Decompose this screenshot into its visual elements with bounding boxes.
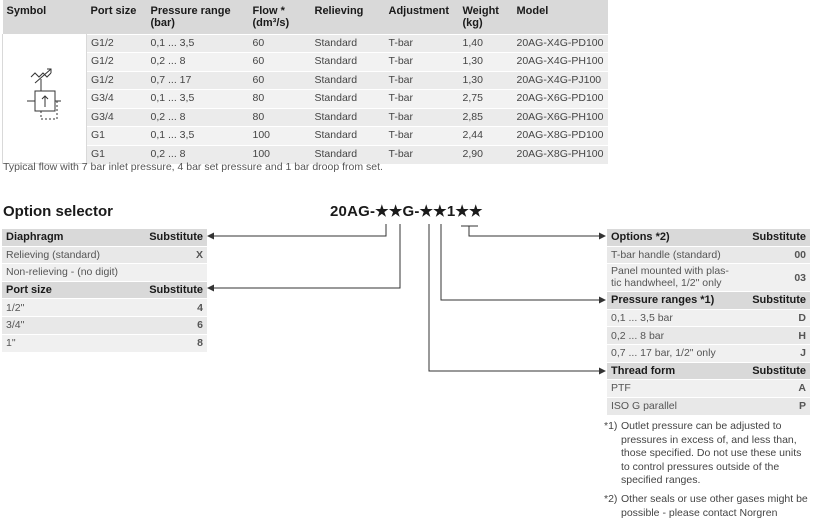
cell-weight: 1,30 (459, 53, 513, 72)
cell-model: 20AG-X4G-PH100 (513, 53, 608, 72)
option-selector-title: Option selector (3, 203, 114, 220)
col-header-model: Model (513, 0, 608, 34)
connector-port-size (212, 224, 400, 288)
cell-port: G1/2 (87, 71, 147, 90)
cell-weight: 2,85 (459, 108, 513, 127)
substitute-header: Substitute (142, 281, 207, 299)
cell-flow: 100 (249, 146, 311, 164)
footnote-1 (604, 420, 812, 488)
footnote-text: Other seals or use other gases might be possible - please contact Norgren (621, 493, 808, 519)
cell-weight: 2,90 (459, 146, 513, 164)
option-code: X (142, 246, 207, 264)
col-header-weight: Weight (kg) (459, 0, 513, 34)
option-label: Relieving (standard) (2, 246, 142, 264)
cell-relieving: Standard (311, 127, 385, 146)
cell-range: 0,2 ... 8 (147, 108, 249, 127)
cell-range: 0,2 ... 8 (147, 146, 249, 164)
option-label: 3/4" (2, 316, 142, 334)
cell-range: 0,1 ... 3,5 (147, 34, 249, 53)
cell-port: G1/2 (87, 34, 147, 53)
cell-adjustment: T-bar (385, 34, 459, 53)
option-code: P (747, 397, 810, 415)
connector-diaphragm (212, 224, 386, 236)
cell-relieving: Standard (311, 34, 385, 53)
option-label: T-bar handle (standard) (607, 246, 747, 264)
substitute-header: Substitute (747, 229, 810, 247)
option-code: 00 (747, 246, 810, 264)
cell-weight: 1,30 (459, 71, 513, 90)
options-header: Options *2) (607, 229, 747, 247)
cell-relieving: Standard (311, 108, 385, 127)
footnote-mark: *1) (604, 420, 618, 432)
arrow-right-icon (599, 233, 606, 240)
substitute-header: Substitute (142, 229, 207, 247)
option-label: 0,1 ... 3,5 bar (607, 309, 747, 327)
option-label: 0,7 ... 17 bar, 1/2" only (607, 344, 747, 362)
substitute-header: Substitute (747, 362, 810, 380)
cell-flow: 80 (249, 108, 311, 127)
cell-model: 20AG-X4G-PD100 (513, 34, 608, 53)
option-code: H (747, 327, 810, 345)
cell-adjustment: T-bar (385, 127, 459, 146)
footnote-2 (604, 493, 812, 520)
option-label: ISO G parallel (607, 397, 747, 415)
substitute-header: Substitute (747, 292, 810, 310)
cell-port: G1 (87, 146, 147, 164)
port-size-header: Port size (2, 281, 142, 299)
cell-port: G3/4 (87, 90, 147, 109)
cell-relieving: Standard (311, 90, 385, 109)
cell-flow: 100 (249, 127, 311, 146)
cell-model: 20AG-X6G-PD100 (513, 90, 608, 109)
option-label-line1: Panel mounted with plas- (611, 265, 729, 278)
option-label-line2: tic handwheel, 1/2" only (611, 276, 722, 289)
cell-range: 0,2 ... 8 (147, 53, 249, 72)
cell-weight: 1,40 (459, 34, 513, 53)
cell-range: 0,1 ... 3,5 (147, 90, 249, 109)
col-header-flow: Flow * (dm³/s) (249, 0, 311, 34)
footnote-text: Outlet pressure can be adjusted to pressures in excess of, and less than, those specified. Do not use these units to control pressures outside of the specified ranges. (621, 420, 802, 486)
cell-port: G1 (87, 127, 147, 146)
cell-adjustment: T-bar (385, 146, 459, 164)
cell-adjustment: T-bar (385, 53, 459, 72)
option-code: 8 (142, 334, 207, 352)
arrow-right-icon (599, 297, 606, 304)
cell-model: 20AG-X4G-PJ100 (513, 71, 608, 90)
diaphragm-header: Diaphragm (2, 229, 142, 247)
cell-relieving: Standard (311, 71, 385, 90)
cell-adjustment: T-bar (385, 90, 459, 109)
cell-relieving: Standard (311, 146, 385, 164)
cell-port: G3/4 (87, 108, 147, 127)
pressure-ranges-header: Pressure ranges *1) (607, 292, 747, 310)
model-code: 20AG-★★G-★★1★★ (330, 203, 483, 220)
connector-pressure-range (441, 224, 602, 300)
col-header-adjustment: Adjustment (385, 0, 459, 34)
cell-model: 20AG-X8G-PD100 (513, 127, 608, 146)
cell-model: 20AG-X6G-PH100 (513, 108, 608, 127)
cell-flow: 60 (249, 34, 311, 53)
cell-model: 20AG-X8G-PH100 (513, 146, 608, 164)
footnote-mark: *2) (604, 493, 618, 505)
col-header-port-size: Port size (87, 0, 147, 34)
cell-flow: 80 (249, 90, 311, 109)
connector-options-stem (469, 226, 602, 236)
arrow-left-icon (207, 285, 214, 292)
option-label: 1" (2, 334, 142, 352)
thread-form-header: Thread form (607, 362, 747, 380)
arrow-left-icon (207, 233, 214, 240)
cell-relieving: Standard (311, 53, 385, 72)
cell-flow: 60 (249, 53, 311, 72)
option-code: J (747, 344, 810, 362)
option-code: D (747, 309, 810, 327)
cell-adjustment: T-bar (385, 108, 459, 127)
col-header-pressure-range: Pressure range (bar) (147, 0, 249, 34)
arrow-right-icon (599, 368, 606, 375)
option-code: 6 (142, 316, 207, 334)
option-label: 0,2 ... 8 bar (607, 327, 747, 345)
flow-footnote: Typical flow with 7 bar inlet pressure, 4 bar set pressure and 1 bar droop from set. (3, 161, 383, 173)
cell-port: G1/2 (87, 53, 147, 72)
cell-flow: 60 (249, 71, 311, 90)
cell-weight: 2,44 (459, 127, 513, 146)
option-label: 1/2" (2, 299, 142, 317)
option-label: Non-relieving - (no digit) (2, 264, 142, 282)
cell-adjustment: T-bar (385, 71, 459, 90)
option-code: 03 (747, 264, 810, 292)
cell-range: 0,1 ... 3,5 (147, 127, 249, 146)
cell-range: 0,7 ... 17 (147, 71, 249, 90)
cell-weight: 2,75 (459, 90, 513, 109)
col-header-symbol: Symbol (3, 0, 87, 34)
option-label: PTF (607, 380, 747, 398)
option-code: 4 (142, 299, 207, 317)
connector-thread-form (429, 224, 602, 371)
col-header-relieving: Relieving (311, 0, 385, 34)
option-code: A (747, 380, 810, 398)
